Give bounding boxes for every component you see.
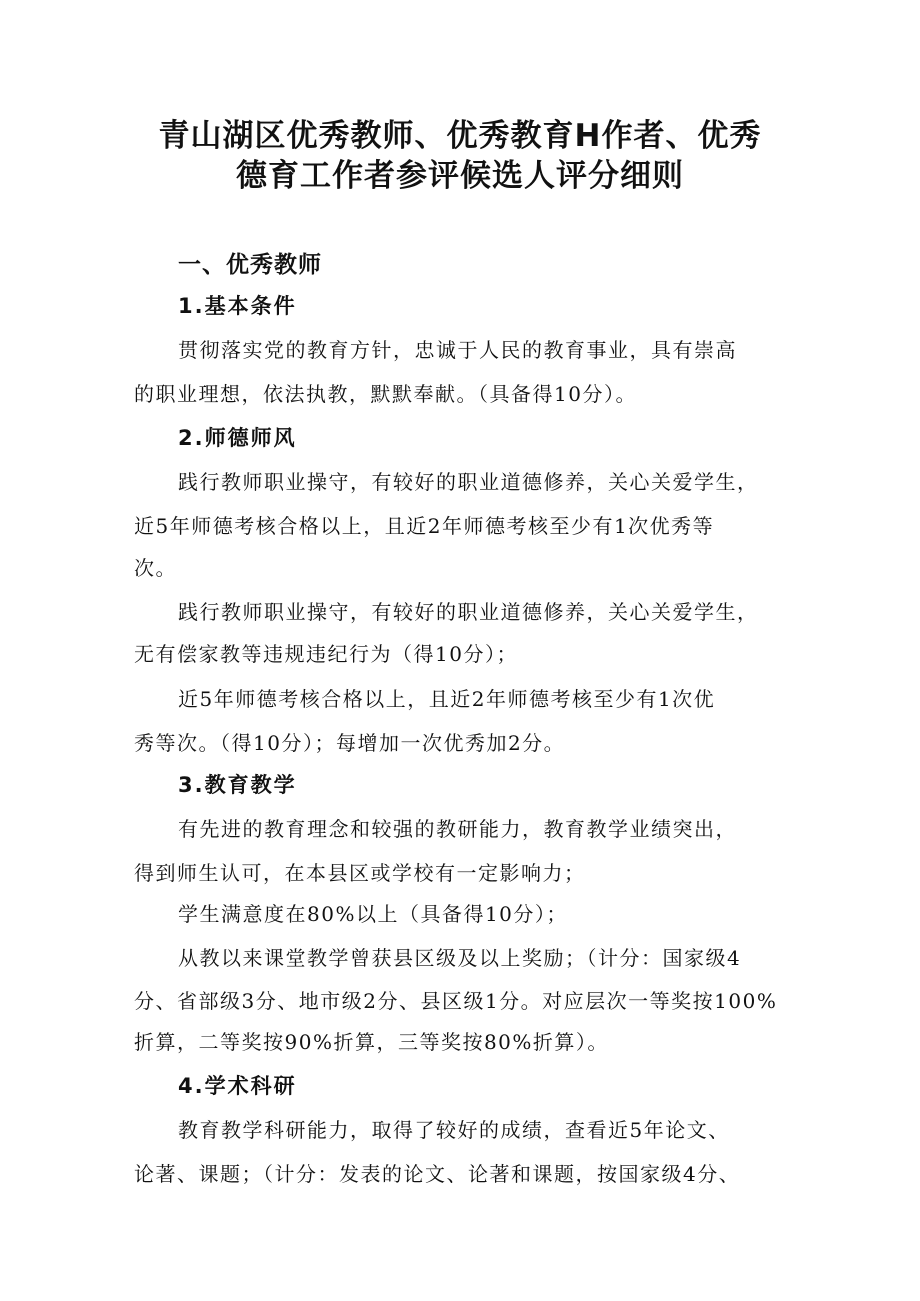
paragraph-line: 论著、课题；（计分：发表的论文、论著和课题，按国家级4分、 [134, 1162, 741, 1186]
item-heading-teacher-ethics: 2.师德师风 [178, 426, 297, 450]
paragraph-line: 无有偿家教等违规违纪行为（得10分）； [134, 642, 518, 666]
paragraph-line: 次。 [134, 556, 177, 580]
paragraph-line: 折算，二等奖按90%折算，三等奖按80%折算）。 [134, 1030, 609, 1054]
paragraph-line: 秀等次。（得10分）；每增加一次优秀加2分。 [134, 731, 566, 755]
section-heading-excellent-teacher: 一、优秀教师 [178, 252, 322, 278]
paragraph-line: 践行教师职业操守，有较好的职业道德修养，关心关爱学生， [178, 600, 759, 624]
document-title-line-2: 德育工作者参评候选人评分细则 [236, 158, 684, 194]
paragraph-line: 有先进的教育理念和较强的教研能力，教育教学业绩突出， [178, 817, 737, 841]
paragraph-line: 近5年师德考核合格以上，且近2年师德考核至少有1次优 [178, 687, 716, 711]
paragraph-line: 近5年师德考核合格以上，且近2年师德考核至少有1次优秀等 [134, 514, 715, 538]
paragraph-line: 得到师生认可，在本县区或学校有一定影响力； [134, 861, 586, 885]
document-title-line-1: 青山湖区优秀教师、优秀教育H作者、优秀 [158, 118, 762, 154]
paragraph-line: 贯彻落实党的教育方针，忠诚于人民的教育事业，具有崇高 [178, 338, 737, 362]
item-heading-education-teaching: 3.教育教学 [178, 773, 297, 797]
paragraph-line: 学生满意度在80%以上（具备得10分）； [178, 902, 568, 926]
item-heading-academic-research: 4.学术科研 [178, 1074, 297, 1098]
paragraph-line: 教育教学科研能力，取得了较好的成绩，查看近5年论文、 [178, 1118, 730, 1142]
paragraph-line: 践行教师职业操守，有较好的职业道德修养，关心关爱学生， [178, 470, 759, 494]
paragraph-line: 的职业理想，依法执教，默默奉献。（具备得10分）。 [134, 382, 637, 406]
item-heading-basic-conditions: 1.基本条件 [178, 294, 297, 318]
paragraph-line: 分、省部级3分、地市级2分、县区级1分。对应层次一等奖按100% [134, 989, 778, 1013]
paragraph-line: 从教以来课堂教学曾获县区级及以上奖励；（计分：国家级4 [178, 946, 742, 970]
